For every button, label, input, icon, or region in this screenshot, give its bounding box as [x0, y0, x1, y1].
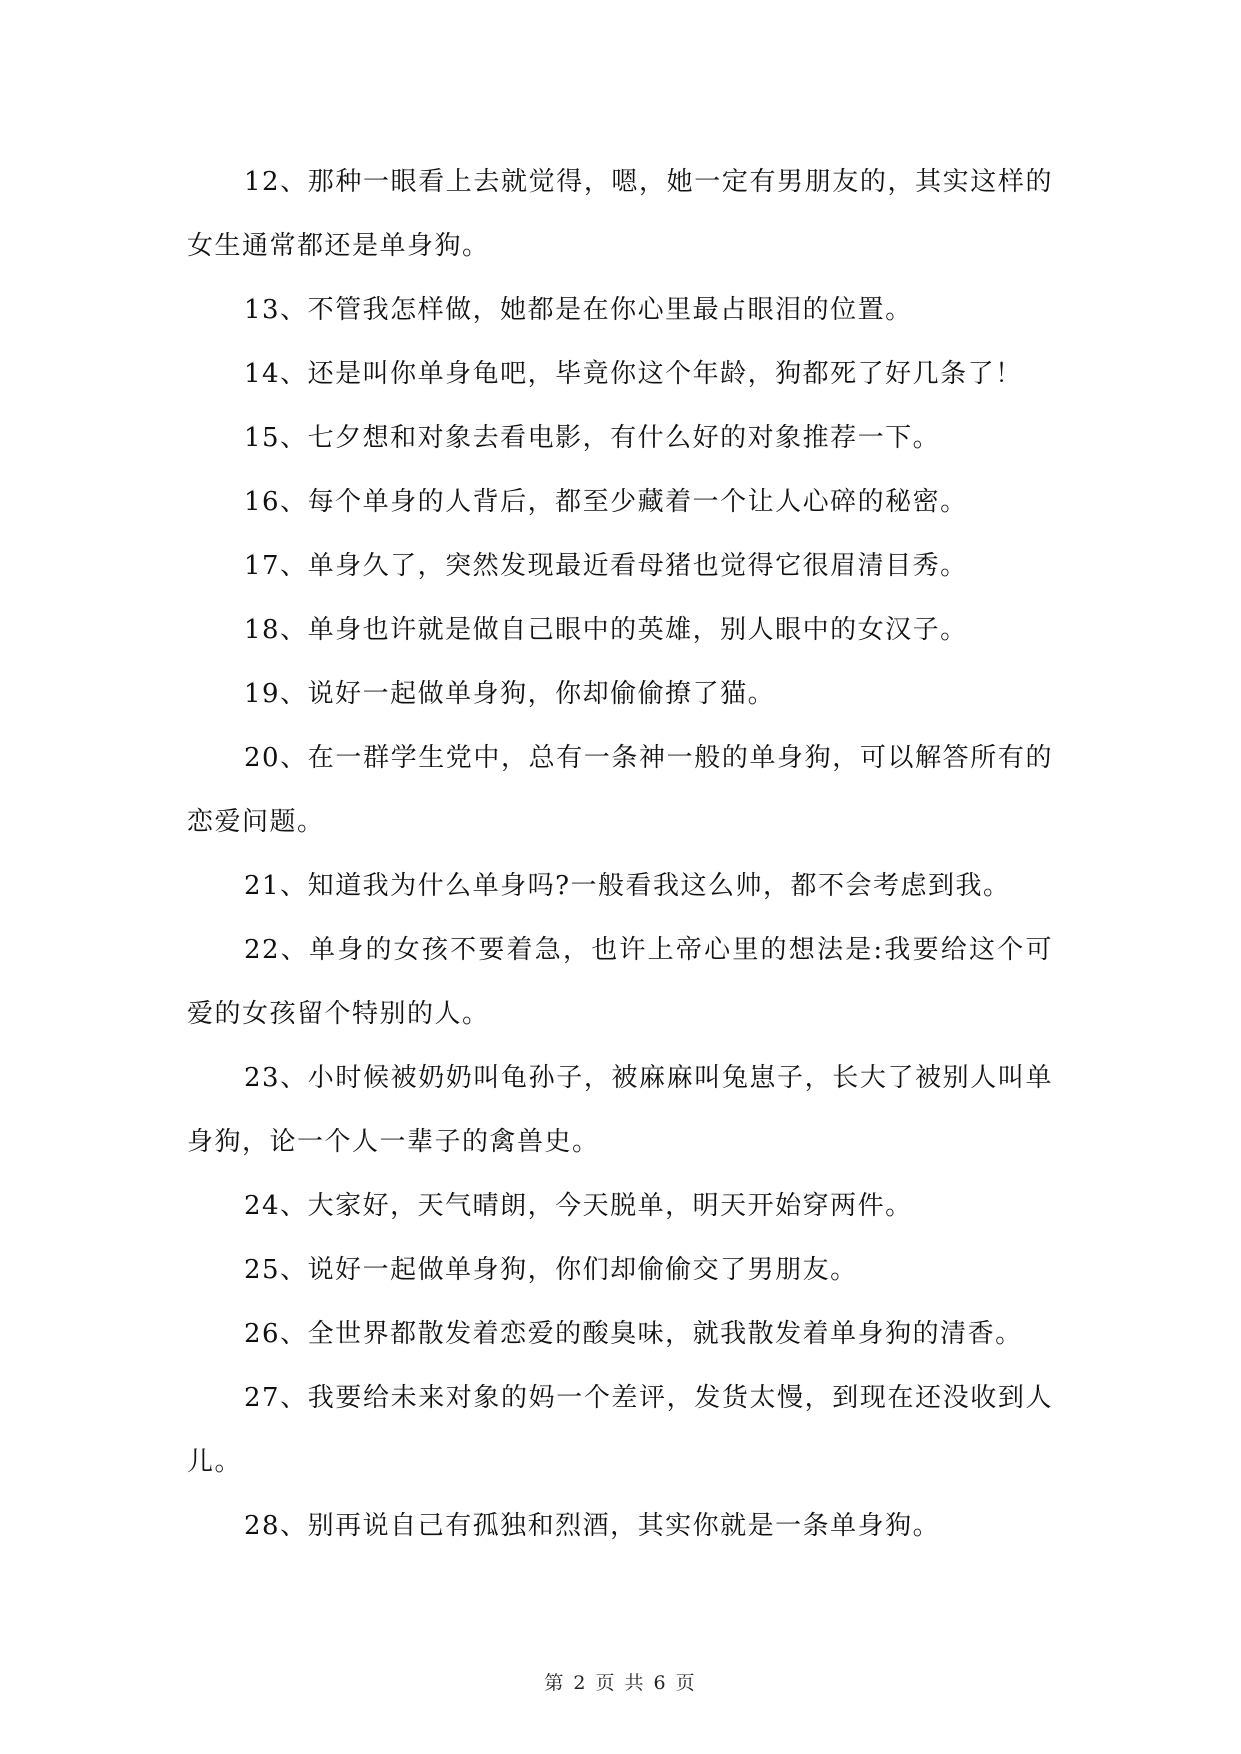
paragraph: 13、不管我怎样做，她都是在你心里最占眼泪的位置。 [244, 295, 913, 325]
paragraph: 18、单身也许就是做自己眼中的英雄，别人眼中的女汉子。 [244, 615, 968, 645]
paragraph: 20、在一群学生党中，总有一条神一般的单身狗，可以解答所有的恋爱问题。 [187, 743, 1053, 837]
paragraph: 23、小时候被奶奶叫龟孙子，被麻麻叫兔崽子，长大了被别人叫单身狗，论一个人一辈子的禽兽史。 [187, 1063, 1053, 1157]
page-number-footer: 第 2 页 共 6 页 [544, 1672, 697, 1694]
paragraph: 14、还是叫你单身龟吧，毕竟你这个年龄，狗都死了好几条了！ [244, 359, 1023, 389]
paragraph: 21、知道我为什么单身吗?一般看我这么帅，都不会考虑到我。 [244, 871, 1011, 901]
paragraph: 15、七夕想和对象去看电影，有什么好的对象推荐一下。 [244, 423, 941, 453]
paragraph: 19、说好一起做单身狗，你却偷偷撩了猫。 [244, 679, 776, 709]
paragraph: 12、那种一眼看上去就觉得，嗯，她一定有男朋友的，其实这样的女生通常都还是单身狗。 [187, 167, 1053, 261]
paragraph: 17、单身久了，突然发现最近看母猪也觉得它很眉清目秀。 [244, 551, 968, 581]
paragraph: 27、我要给未来对象的妈一个差评，发货太慢，到现在还没收到人儿。 [187, 1383, 1053, 1477]
paragraph: 16、每个单身的人背后，都至少藏着一个让人心碎的秘密。 [244, 487, 968, 517]
document-body [187, 150, 1053, 1558]
paragraph: 22、单身的女孩不要着急，也许上帝心里的想法是:我要给这个可爱的女孩留个特别的人。 [187, 935, 1053, 1029]
paragraph: 28、别再说自己有孤独和烈酒，其实你就是一条单身狗。 [244, 1511, 941, 1541]
paragraph: 24、大家好，天气晴朗，今天脱单，明天开始穿两件。 [244, 1191, 913, 1221]
paragraph: 25、说好一起做单身狗，你们却偷偷交了男朋友。 [244, 1255, 858, 1285]
paragraph: 26、全世界都散发着恋爱的酸臭味，就我散发着单身狗的清香。 [244, 1319, 1023, 1349]
